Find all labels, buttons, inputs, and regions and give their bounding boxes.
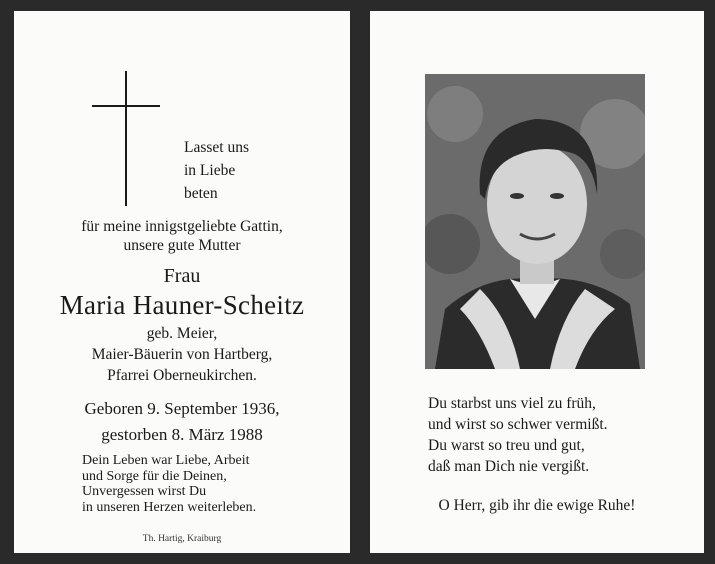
cross-icon-bar: [92, 105, 160, 107]
portrait-photo: [425, 74, 645, 369]
details-line: Maier-Bäuerin von Hartberg,: [91, 346, 273, 363]
deceased-name: Maria Hauner-Scheitz: [59, 290, 305, 320]
motto-line: Lasset uns: [184, 139, 250, 156]
poem-line: und wirst so schwer vermißt.: [428, 416, 608, 433]
dedication: [14, 217, 350, 255]
right-page: [370, 11, 704, 553]
poem-line: Du starbst uns viel zu früh,: [428, 395, 596, 412]
honorific: Frau: [163, 265, 201, 287]
motto: [184, 136, 249, 205]
death-date: gestorben 8. März 1988: [101, 425, 263, 444]
motto-line: in Liebe: [184, 162, 236, 179]
epitaph-line: in unseren Herzen weiterleben.: [82, 499, 257, 515]
poem: [428, 393, 608, 477]
poem-line: daß man Dich nie vergißt.: [428, 458, 590, 475]
epitaph-line: Dein Leben war Liebe, Arbeit: [82, 453, 250, 468]
life-dates: [14, 396, 350, 448]
poem-line: Du warst so treu und gut,: [428, 437, 585, 454]
details-line: geb. Meier,: [146, 325, 218, 342]
cross-icon: [125, 71, 127, 206]
left-page: [14, 11, 350, 553]
details: [14, 323, 350, 386]
epitaph-line: Unvergessen wirst Du: [82, 484, 207, 499]
dedication-line: für meine innigstgeliebte Gattin,: [81, 218, 283, 235]
epitaph-line: und Sorge für die Deinen,: [82, 468, 227, 484]
details-line: Pfarrei Oberneukirchen.: [107, 367, 257, 384]
portrait-icon: [425, 74, 645, 369]
prayer: O Herr, gib ihr die ewige Ruhe!: [438, 497, 636, 514]
epitaph: [82, 453, 256, 515]
motto-line: beten: [184, 185, 218, 202]
dedication-line: unsere gute Mutter: [123, 237, 241, 254]
printer-credit: Th. Hartig, Kraiburg: [142, 534, 222, 544]
birth-date: Geboren 9. September 1936,: [84, 399, 280, 418]
